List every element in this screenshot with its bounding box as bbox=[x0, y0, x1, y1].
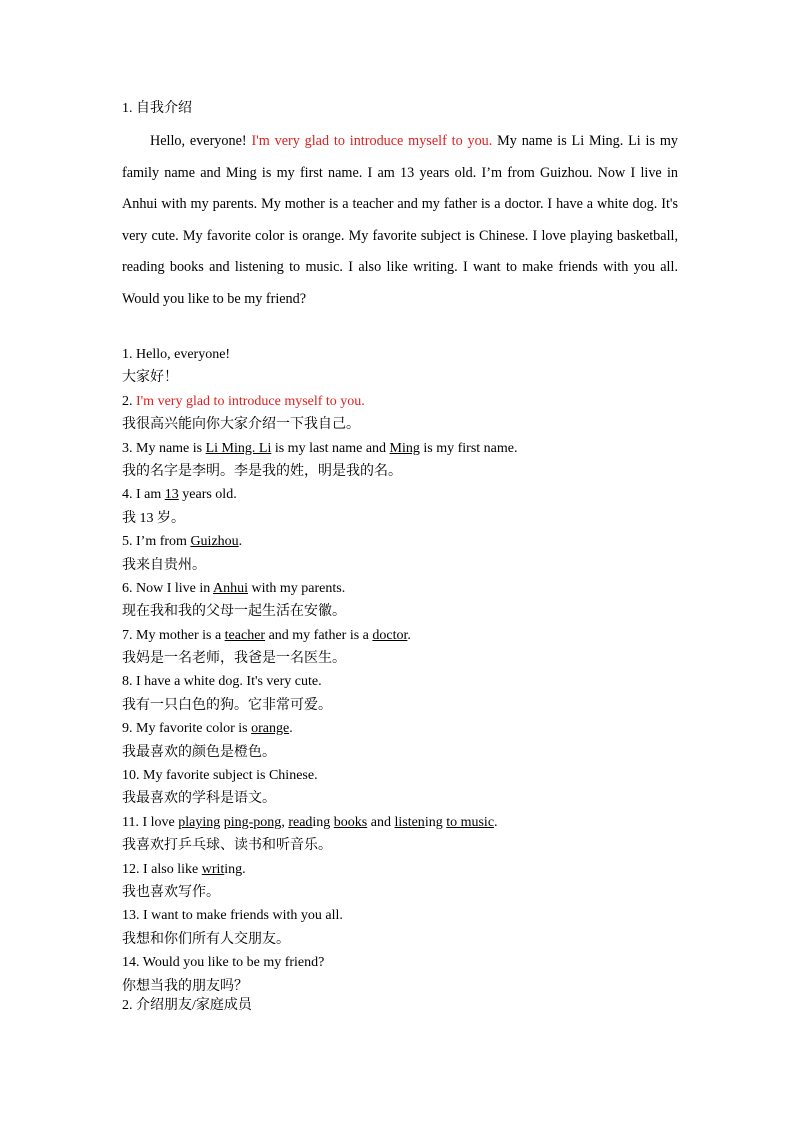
sentence-text: and bbox=[367, 814, 395, 830]
sentence-text: . bbox=[289, 721, 293, 737]
intro-paragraph bbox=[122, 126, 678, 316]
sentence-zh-9: 我最喜欢的颜色是橙色。 bbox=[122, 744, 276, 760]
paragraph-part-c: My name is Li Ming. Li is my family name and Ming is my first name. I am 13 years old. I’m from Guizhou. Now I live in Anhui with my parents. My mother is a teacher and my father is a doctor. I have a white dog. It's very cute. My favorite color is orange. My favorite subject is Chinese. I love playing basketball, reading books and listening to music. I also like writing. I want to make friends with you all. Would you like to be my friend? bbox=[122, 133, 678, 307]
sentence-text: 2. bbox=[122, 393, 136, 409]
sentence-text: ing bbox=[312, 814, 334, 830]
sentence-en-4 bbox=[122, 483, 682, 506]
sentence-en-14 bbox=[122, 951, 682, 974]
underlined-word: books bbox=[333, 814, 368, 830]
sentence-text: 13. I want to make friends with you all. bbox=[122, 908, 343, 924]
sentence-text: 10. My favorite subject is Chinese. bbox=[122, 768, 318, 784]
sentence-text: 9. My favorite color is bbox=[122, 721, 252, 737]
sentence-text: is my first name. bbox=[419, 440, 518, 456]
underlined-word: Li Ming. Li bbox=[205, 440, 272, 456]
sentence-text: 3. My name is bbox=[122, 440, 206, 456]
sentence-text: . bbox=[407, 627, 411, 643]
sentence-zh-10: 我最喜欢的学科是语文。 bbox=[122, 791, 276, 807]
sentence-en-8 bbox=[122, 670, 682, 693]
sentence-text: 8. I have a white dog. It's very cute. bbox=[122, 674, 322, 690]
sentence-zh-12: 我也喜欢写作。 bbox=[122, 884, 220, 900]
underlined-word: ping-pong bbox=[223, 814, 282, 830]
sentence-text: 12. I also like bbox=[122, 861, 202, 877]
sentence-text: is my last name and bbox=[271, 440, 390, 456]
sentence-en-11 bbox=[122, 811, 682, 834]
section-1-title: 1. 自我介绍 bbox=[122, 101, 192, 116]
sentence-list bbox=[122, 343, 682, 998]
sentence-text: 7. My mother is a bbox=[122, 627, 225, 643]
sentence-zh-13: 我想和你们所有人交朋友。 bbox=[122, 931, 290, 947]
sentence-text: . bbox=[238, 534, 243, 550]
underlined-word: Ming bbox=[389, 440, 420, 456]
sentence-text: 6. Now I live in bbox=[122, 580, 213, 596]
sentence-zh-8: 我有一只白色的狗。它非常可爱。 bbox=[122, 697, 332, 713]
sentence-text: 1. Hello, everyone! bbox=[122, 347, 231, 362]
sentence-text: and my father is a bbox=[265, 627, 373, 643]
underlined-word: read bbox=[288, 814, 313, 830]
underlined-word: 13 bbox=[164, 487, 179, 503]
sentence-zh-3: 我的名字是李明。李是我的姓，明是我的名。 bbox=[122, 463, 402, 479]
sentence-en-13 bbox=[122, 904, 682, 927]
sentence-en-12 bbox=[122, 858, 682, 881]
sentence-text: with my parents. bbox=[248, 580, 346, 596]
underlined-word: playing bbox=[178, 814, 221, 830]
sentence-text: 14. Would you like to be my friend? bbox=[122, 955, 325, 971]
paragraph-highlight: I'm very glad to introduce myself to you. bbox=[251, 133, 493, 149]
underlined-word: doctor bbox=[372, 627, 408, 643]
sentence-zh-7: 我妈是一名老师，我爸是一名医生。 bbox=[122, 651, 346, 667]
sentence-text: , bbox=[281, 814, 289, 830]
underlined-word: orange bbox=[251, 721, 290, 737]
sentence-en-3 bbox=[122, 437, 682, 460]
underlined-word: Anhui bbox=[213, 580, 248, 596]
sentence-text: 5. I’m from bbox=[122, 534, 191, 550]
sentence-text: 11. I love bbox=[122, 814, 179, 830]
sentence-text: ing bbox=[424, 814, 447, 830]
sentence-zh-14: 你想当我的朋友吗？ bbox=[122, 978, 248, 994]
section-2-title: 2. 介绍朋友/家庭成员 bbox=[122, 998, 252, 1013]
sentence-en-6 bbox=[122, 577, 682, 600]
underlined-word: Guizhou bbox=[190, 534, 239, 550]
sentence-text: ing. bbox=[224, 861, 246, 877]
highlight-text: I'm very glad to introduce myself to you. bbox=[136, 393, 365, 409]
sentence-text: 4. I am bbox=[122, 487, 165, 503]
underlined-word: teacher bbox=[224, 627, 266, 643]
sentence-text: years old. bbox=[178, 487, 237, 503]
underlined-word: writ bbox=[201, 861, 225, 877]
paragraph-part-a: Hello, everyone! bbox=[150, 133, 252, 149]
sentence-zh-5: 我来自贵州。 bbox=[122, 557, 206, 573]
sentence-en-2 bbox=[122, 390, 682, 413]
sentence-en-7 bbox=[122, 624, 682, 647]
sentence-zh-11: 我喜欢打乒乓球、读书和听音乐。 bbox=[122, 838, 332, 854]
sentence-zh-6: 现在我和我的父母一起生活在安徽。 bbox=[122, 604, 346, 620]
sentence-en-1 bbox=[122, 343, 682, 366]
sentence-zh-2: 我很高兴能向你大家介绍一下我自己。 bbox=[122, 417, 360, 433]
sentence-en-10 bbox=[122, 764, 682, 787]
underlined-word: listen bbox=[394, 814, 425, 830]
sentence-en-5 bbox=[122, 530, 682, 553]
sentence-text: . bbox=[494, 814, 498, 830]
sentence-zh-1: 大家好！ bbox=[122, 370, 178, 386]
underlined-word: to music bbox=[446, 814, 495, 830]
sentence-en-9 bbox=[122, 717, 682, 740]
sentence-zh-4: 我 13 岁。 bbox=[122, 510, 185, 526]
